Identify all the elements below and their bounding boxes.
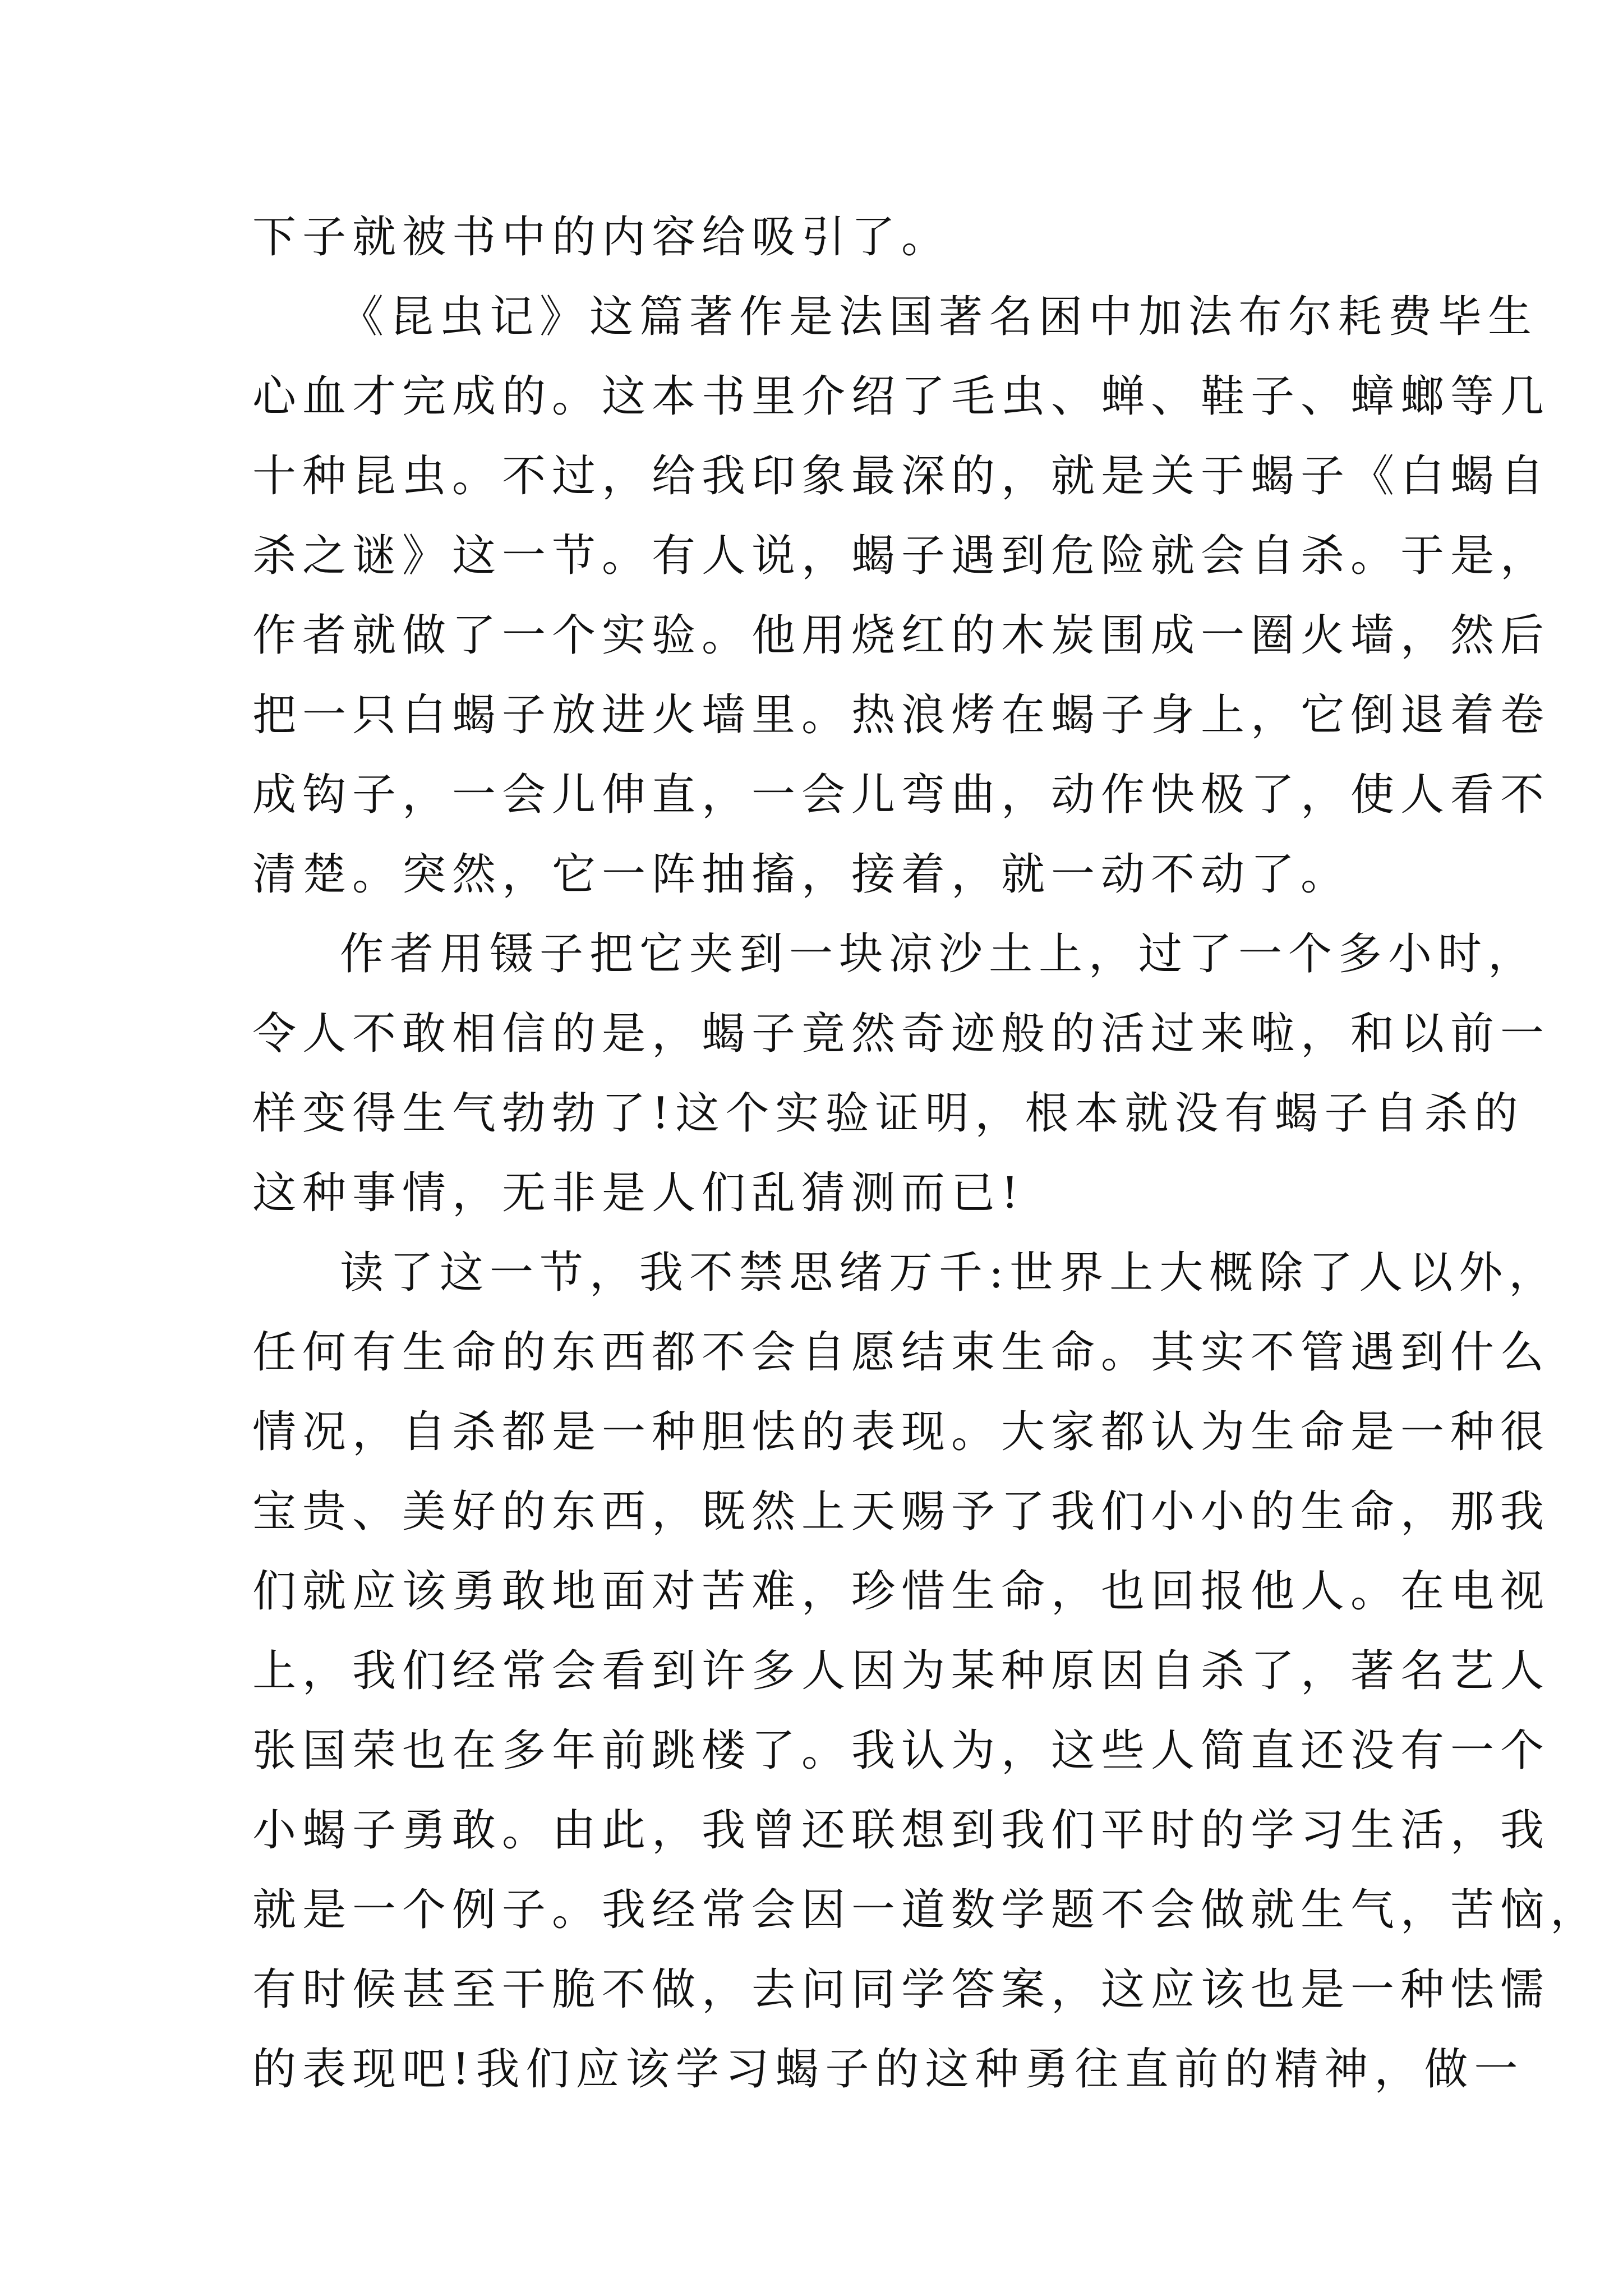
- text-line: 宝贵、美好的东西，既然上天赐予了我们小小的生命，那我: [252, 1487, 1551, 1537]
- text-line: 张国荣也在多年前跳楼了。我认为，这些人简直还没有一个: [252, 1726, 1551, 1776]
- text-line: 作者用镊子把它夹到一块凉沙土上，过了一个多小时，: [340, 929, 1538, 979]
- text-line: 《昆虫记》这篇著作是法国著名困中加法布尔耗费毕生: [340, 292, 1538, 342]
- text-line: 的表现吧!我们应该学习蝎子的这种勇往直前的精神，做一: [252, 2044, 1524, 2095]
- text-line: 十种昆虫。不过，给我印象最深的，就是关于蝎子《白蝎自: [252, 451, 1551, 501]
- text-line: 成钩子，一会儿伸直，一会儿弯曲，动作快极了，使人看不: [252, 770, 1551, 820]
- text-line: 杀之谜》这一节。有人说，蝎子遇到危险就会自杀。于是，: [252, 531, 1551, 581]
- body-text: [252, 197, 1601, 2109]
- text-line: 把一只白蝎子放进火墙里。热浪烤在蝎子身上，它倒退着卷: [252, 690, 1551, 740]
- text-line: 上，我们经常会看到许多人因为某种原因自杀了，著名艺人: [252, 1646, 1551, 1696]
- text-line: 有时候甚至干脆不做，去问同学答案，这应该也是一种怯懦: [252, 1964, 1551, 2015]
- text-line: 下子就被书中的内容给吸引了。: [252, 212, 952, 263]
- text-line: 就是一个例子。我经常会因一道数学题不会做就生气，苦恼，: [252, 1885, 1601, 1935]
- text-line: 清楚。突然，它一阵抽搐，接着，就一动不动了。: [252, 849, 1351, 900]
- text-line: 读了这一节，我不禁思绪万千:世界上大概除了人以外，: [340, 1248, 1559, 1298]
- text-line: 们就应该勇敢地面对苦难，珍惜生命，也回报他人。在电视: [252, 1566, 1551, 1617]
- text-line: 任何有生命的东西都不会自愿结束生命。其实不管遇到什么: [252, 1327, 1551, 1378]
- text-line: 心血才完成的。这本书里介绍了毛虫、蝉、鞋子、蟑螂等几: [252, 371, 1551, 422]
- text-line: 情况，自杀都是一种胆怯的表现。大家都认为生命是一种很: [252, 1407, 1551, 1457]
- text-line: 这种事情，无非是人们乱猜测而已!: [252, 1168, 1025, 1218]
- text-line: 令人不敢相信的是，蝎子竟然奇迹般的活过来啦，和以前一: [252, 1009, 1551, 1059]
- text-line: 小蝎子勇敢。由此，我曾还联想到我们平时的学习生活，我: [252, 1805, 1551, 1856]
- text-line: 作者就做了一个实验。他用烧红的木炭围成一圈火墙，然后: [252, 610, 1551, 661]
- text-line: 样变得生气勃勃了!这个实验证明，根本就没有蝎子自杀的: [252, 1088, 1524, 1139]
